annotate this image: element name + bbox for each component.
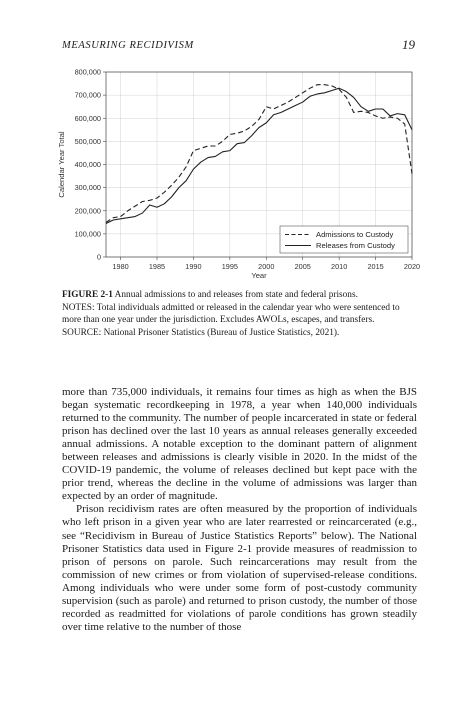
y-tick-label: 200,000: [74, 206, 101, 216]
y-tick-label: 100,000: [74, 229, 101, 239]
figure-caption-text: Annual admissions to and releases from state and federal prisons.: [112, 290, 358, 300]
legend-label-releases: Releases from Custody: [316, 241, 395, 251]
line-chart: [50, 62, 420, 284]
figure-notes: NOTES: Total individuals admitted or released in the calendar year who were sentenced to more than one year under the jurisdiction. Excludes AWOLs, escapes, and transfers.: [62, 302, 400, 325]
x-axis-label: Year: [251, 271, 267, 280]
figure-label: FIGURE 2-1: [62, 290, 113, 300]
y-tick-label: 600,000: [74, 113, 101, 123]
y-tick-label: 700,000: [74, 90, 101, 100]
y-tick-label: 800,000: [74, 67, 101, 77]
legend-label-admissions: Admissions to Custody: [316, 230, 394, 240]
x-tick-label: 2000: [258, 262, 275, 271]
y-tick-label: 300,000: [74, 183, 101, 193]
x-tick-label: 2010: [331, 262, 348, 271]
x-tick-label: 2020: [403, 262, 420, 271]
figure-source: SOURCE: National Prisoner Statistics (Bureau of Justice Statistics, 2021).: [62, 327, 340, 338]
series-layer: [106, 85, 412, 224]
y-tick-label: 400,000: [74, 160, 101, 169]
x-tick-label: 2015: [367, 262, 384, 271]
x-tick-label: 1985: [148, 262, 166, 271]
y-tick-label: 0: [96, 252, 101, 262]
x-tick-label: 1990: [185, 262, 202, 271]
x-tick-label: 1995: [221, 262, 238, 271]
running-header-title: MEASURING RECIDIVISM: [62, 40, 194, 51]
x-tick-label: 2005: [294, 262, 311, 271]
x-tick-label: 1980: [112, 262, 129, 271]
y-tick-label: 500,000: [74, 136, 101, 146]
page-number: 19: [402, 37, 415, 52]
series-line-admissions: [106, 85, 412, 223]
paragraph-2: Prison recidivism rates are often measured by the proportion of individuals who left prison in a given year who are later rearrested or reincarcerated (e.g., see “Recidivism in Bureau of Justice Statistics Reports” below). The National Prisoner Statistics data used in Figure 2-1 provide measures of readmission to prison of persons on parole. Such reincarcerations may result from the commission of new crimes or from violation of supervised-release conditions. Among individuals who were under some form of post-custody community supervision (such as parole) and returned to prison custody, the number of those recorded as readmitted for violations of parole conditions has grown steadily over time relative to the number of those: [62, 503, 417, 633]
chart-legend: [280, 226, 408, 253]
y-axis-label: Calendar Year Total: [57, 131, 66, 198]
paragraph-1: more than 735,000 individuals, it remains four times as high as when the BJS began systematic recordkeeping in 1978, a year when 140,000 individuals returned to the community. The number of people incarcerated in state or federal prison has declined over the last 10 years as annual releases generally exceeded annual admissions. A notable exception to the dominant pattern of alignment between releases and admissions is clearly visible in 2020. In the midst of the COVID-19 pandemic, the volume of releases declined but kept pace with the prior trend, whereas the decline in the volume of admissions was larger than expected by an order of magnitude.: [62, 386, 417, 503]
series-line-releases: [106, 88, 412, 223]
figure-caption: [62, 289, 418, 339]
body-text: [62, 386, 417, 634]
